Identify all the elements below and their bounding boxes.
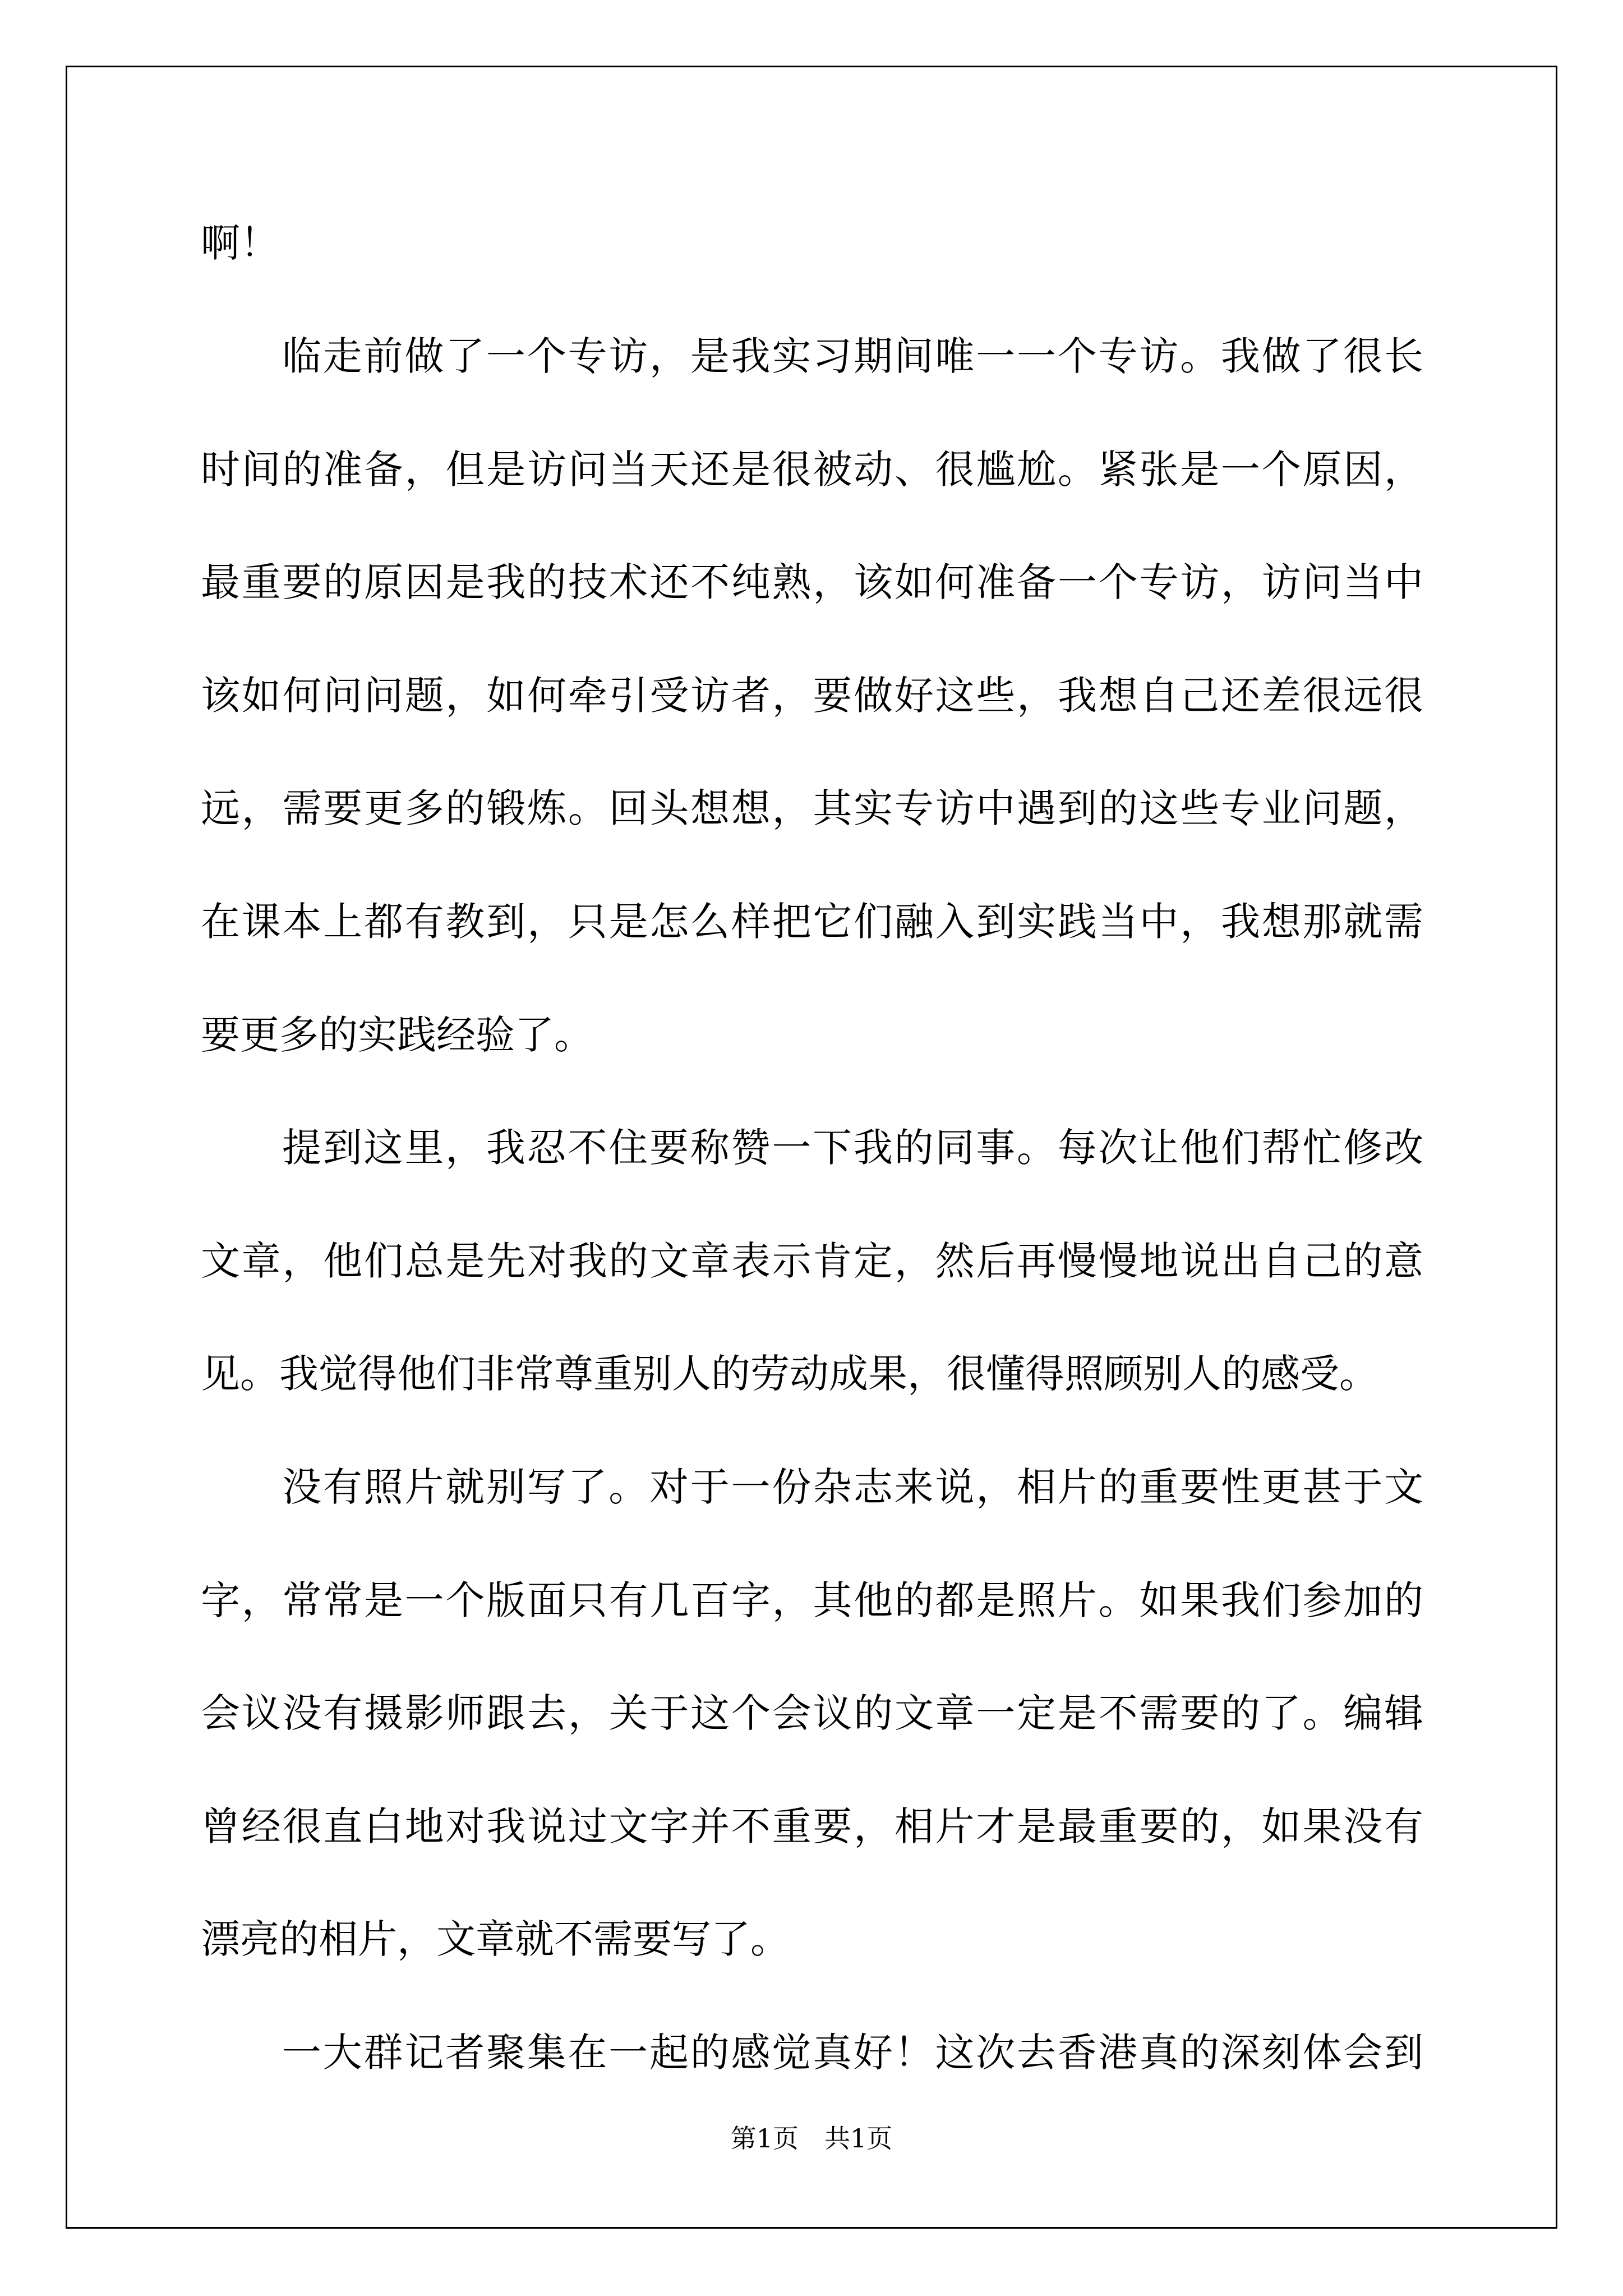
paragraph-first-line: 没有照片就别写了。对于一份杂志来说，相片的重要性更甚于文: [282, 1464, 1423, 1510]
text-line: 会议没有摄影师跟去，关于这个会议的文章一定是不需要的了。编辑: [201, 1690, 1423, 1736]
paragraph-first-line: 一大群记者聚集在一起的感觉真好！这次去香港真的深刻体会到: [282, 2030, 1423, 2076]
text-line: 曾经很直白地对我说过文字并不重要，相片才是最重要的，如果没有: [201, 1803, 1423, 1849]
text-line: 文章，他们总是先对我的文章表示肯定，然后再慢慢地说出自己的意: [201, 1238, 1423, 1284]
text-line: 字，常常是一个版面只有几百字，其他的都是照片。如果我们参加的: [201, 1577, 1423, 1623]
text-line: 在课本上都有教到，只是怎么样把它们融入到实践当中，我想那就需: [201, 899, 1423, 945]
text-line: 漂亮的相片，文章就不需要写了。: [201, 1916, 790, 1962]
paragraph-first-line: 临走前做了一个专访，是我实习期间唯一一个专访。我做了很长: [282, 333, 1423, 379]
paragraph-first-line: 提到这里，我忍不住要称赞一下我的同事。每次让他们帮忙修改: [282, 1125, 1423, 1171]
text-line: 要更多的实践经验了。: [201, 1012, 593, 1058]
text-line: 见。我觉得他们非常尊重别人的劳动成果，很懂得照顾别人的感受。: [201, 1351, 1378, 1397]
text-line: 时间的准备，但是访问当天还是很被动、很尴尬。紧张是一个原因，: [201, 447, 1423, 493]
text-line: 远，需要更多的锻炼。回头想想，其实专访中遇到的这些专业问题，: [201, 785, 1423, 831]
page-footer: 第1页 共1页: [730, 2123, 893, 2154]
text-line: 该如何问问题，如何牵引受访者，要做好这些，我想自己还差很远很: [201, 673, 1423, 719]
text-line: 最重要的原因是我的技术还不纯熟，该如何准备一个专访，访问当中: [201, 559, 1423, 605]
text-line: 啊！: [201, 220, 279, 266]
